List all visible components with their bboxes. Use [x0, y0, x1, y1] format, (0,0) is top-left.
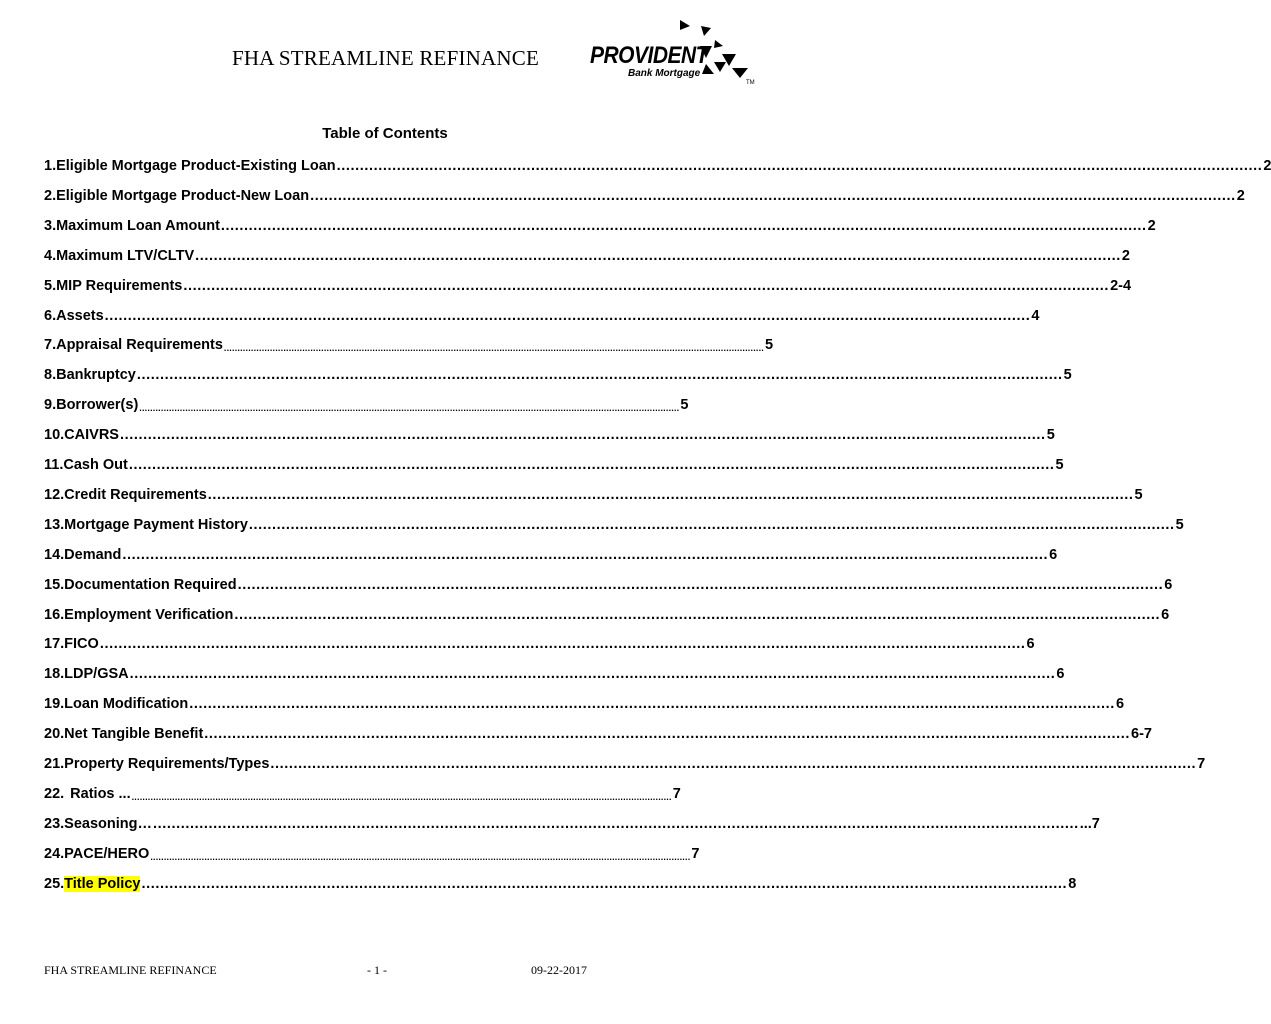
toc-leader-dots: ........................................................................................................................................................................................................: [220, 217, 1147, 234]
toc-entry[interactable]: [44, 720, 1152, 743]
toc-entry[interactable]: [44, 421, 1055, 444]
toc-leader-dots: ........................................................................................................................................................................................................: [204, 726, 1130, 743]
toc-leader-dots: ........................................................................................................................................................................................................: [237, 576, 1164, 593]
toc-leader-dots: ........................................................................................................................................................................................................: [139, 403, 680, 414]
toc-entry-page: 5: [1134, 486, 1143, 503]
toc-entry-number: 10.: [44, 427, 65, 444]
toc-entry-page: 5: [765, 337, 774, 354]
toc-entry[interactable]: [44, 660, 1065, 683]
toc-entry-label: Assets: [56, 307, 104, 324]
toc-entry-label: Seasoning…: [64, 815, 152, 832]
toc-entry-label: Loan Modification: [64, 696, 189, 713]
toc-entry-page: 8: [1068, 875, 1077, 892]
toc-entry-number: 23.: [44, 815, 65, 832]
toc-leader-dots: ........................................................................................................................................................................................................: [183, 277, 1110, 294]
toc-entry-page: 6: [1161, 606, 1170, 623]
toc-entry[interactable]: [44, 242, 1130, 264]
toc-entry-number: 7.: [44, 337, 57, 354]
toc-entry-label: PACE/HERO: [64, 845, 150, 862]
toc-entry-number: 9.: [44, 397, 57, 414]
toc-entry-number: 21.: [44, 756, 65, 772]
toc-entry[interactable]: [44, 331, 774, 354]
toc-entry-number: 2.: [44, 187, 57, 204]
toc-entry-number: 6.: [44, 307, 57, 324]
toc-entry-page: 2: [1121, 247, 1130, 264]
toc-entry-number: 17.: [44, 636, 65, 653]
toc-entry-label: Bankruptcy: [56, 367, 136, 384]
toc-leader-dots: ........................................................................................................................................................................................................: [310, 187, 1236, 204]
toc-entry-page: 5: [1063, 367, 1072, 384]
toc-heading: Table of Contents: [322, 125, 448, 142]
provident-logo: [588, 16, 758, 88]
toc-entry-page: 7: [691, 845, 700, 862]
toc-leader-dots: ........................................................................................................................................................................................................: [195, 247, 1121, 264]
toc-entry-number: 16.: [44, 606, 65, 623]
toc-leader-dots: ........................................................................................................................................................................................................: [234, 606, 1161, 623]
toc-entry-page: 5: [1175, 516, 1184, 533]
toc-entry[interactable]: [44, 780, 681, 802]
toc-entry-page: 2: [1147, 217, 1156, 234]
toc-entry-number: 19.: [44, 696, 65, 713]
toc-entry[interactable]: [44, 182, 1245, 204]
footer-title: FHA STREAMLINE REFINANCE: [44, 963, 217, 977]
toc-entry-label: Eligible Mortgage Product-Existing Loan: [56, 158, 336, 174]
logo-wordmark: PROVIDENT: [590, 42, 709, 69]
toc-leader-dots: ........................................................................................................................................................................................................: [207, 486, 1134, 503]
logo-trademark: TM: [746, 80, 755, 86]
footer-page-number: - 1 -: [367, 963, 387, 977]
toc-leader-dots: ........................................................................................................................................................................................................: [99, 636, 1026, 653]
toc-entry-number: 3.: [44, 217, 57, 234]
toc-entry-page: 6: [1164, 576, 1173, 593]
toc-entry-page: 6-7: [1131, 726, 1152, 743]
toc-leader-dots: ........................................................................................................................................................................................................: [104, 307, 1031, 324]
toc-entry-page: 6: [1056, 666, 1065, 683]
toc-entry-page: 7: [1197, 756, 1206, 772]
toc-entry[interactable]: [44, 152, 1271, 174]
toc-entry-number: 20.: [44, 726, 65, 743]
toc-entry-number: 4.: [44, 247, 57, 264]
toc-entry-label: Documentation Required: [64, 576, 237, 593]
toc-entry-number: 15.: [44, 576, 65, 593]
toc-entry-label: Employment Verification: [64, 606, 234, 623]
toc-leader-dots: ........................................................................................................................................................................................................: [189, 696, 1115, 713]
toc-entry-label: Maximum Loan Amount: [56, 217, 220, 234]
toc-entry[interactable]: [44, 481, 1143, 503]
toc-entry-number: 18.: [44, 666, 65, 683]
toc-entry-number: 8.: [44, 367, 57, 384]
toc-entry[interactable]: [44, 511, 1184, 533]
toc-entry-label: Maximum LTV/CLTV: [56, 247, 195, 264]
toc-entry[interactable]: [44, 302, 1040, 324]
toc-leader-dots: ........................................................................................................................................................................................................: [119, 427, 1046, 444]
toc-entry[interactable]: [44, 541, 1058, 563]
toc-entry[interactable]: [44, 690, 1125, 713]
toc-leader-dots: ........................................................................................................................................................................................................: [131, 791, 672, 802]
toc-entry-number: 12.: [44, 486, 65, 503]
toc-entry-label: Cash Out: [63, 457, 128, 473]
toc-entry-page: 5: [1055, 457, 1064, 473]
document-title: FHA STREAMLINE REFINANCE: [232, 46, 539, 70]
toc-entry-label: Eligible Mortgage Product-New Loan: [56, 187, 310, 204]
toc-entry-page: 7: [672, 785, 681, 802]
toc-entry-label: FICO: [64, 636, 99, 653]
toc-entry-label: LDP/GSA: [64, 666, 129, 683]
toc-entry-page: 5: [1046, 427, 1055, 444]
toc-entry-page: 6: [1026, 636, 1035, 653]
toc-entry-number: 1.: [44, 158, 57, 174]
toc-entry[interactable]: [44, 451, 1064, 473]
toc-leader-dots: ........................................................................................................................................................................................................: [223, 343, 765, 354]
toc-entry-label: CAIVRS: [64, 427, 119, 444]
toc-leader-dots: ........................................................................................................................................................................................................: [336, 158, 1263, 174]
toc-entry-label: MIP Requirements: [56, 277, 183, 294]
toc-entry-number: 13.: [44, 516, 65, 533]
toc-entry-number: 5.: [44, 277, 57, 294]
toc-entry[interactable]: [44, 750, 1206, 772]
toc-entry-page: 2-4: [1110, 277, 1132, 294]
toc-entry-page: 5: [680, 397, 689, 414]
toc-entry-label: Property Requirements/Types: [64, 756, 270, 772]
toc-entry-number: 24.: [44, 845, 65, 862]
toc-leader-dots: ........................................................................................................................................................................................................: [136, 367, 1063, 384]
toc-entry[interactable]: [44, 810, 1100, 832]
toc-leader-dots: ........................................................................................................................................................................................................: [150, 851, 691, 862]
toc-entry-label: Title Policy: [64, 875, 141, 892]
toc-leader-dots: ........................................................................................................................................................................................................: [153, 815, 1079, 832]
toc-entry[interactable]: [44, 870, 1077, 892]
toc-entry-page: 4: [1031, 307, 1040, 324]
toc-entry-label: Mortgage Payment History: [64, 516, 248, 533]
toc-entry-page: 2: [1236, 187, 1245, 204]
toc-entry-number: 11.: [44, 457, 64, 473]
toc-leader-dots: ........................................................................................................................................................................................................: [270, 756, 1197, 772]
toc-entry-page: 6: [1115, 696, 1125, 713]
toc-entry[interactable]: [44, 571, 1173, 593]
toc-entry[interactable]: [44, 391, 689, 414]
toc-entry[interactable]: [44, 630, 1035, 653]
toc-leader-dots: ........................................................................................................................................................................................................: [141, 875, 1068, 892]
toc-entry-label: Ratios ...: [70, 785, 131, 802]
toc-entry-number: 22.: [44, 785, 65, 802]
toc-leader-dots: ........................................................................................................................................................................................................: [122, 546, 1049, 563]
toc-entry[interactable]: [44, 212, 1156, 234]
toc-entry-label: Borrower(s): [56, 397, 139, 414]
toc-entry[interactable]: [44, 601, 1170, 623]
toc-leader-dots: ........................................................................................................................................................................................................: [128, 457, 1055, 473]
toc-entry-page: 6: [1049, 546, 1058, 563]
toc-entry-page: 2: [1263, 158, 1271, 174]
toc-entry-label: Demand: [64, 546, 122, 563]
toc-entry-page: ...7: [1079, 815, 1100, 832]
toc-leader-dots: ........................................................................................................................................................................................................: [129, 666, 1056, 683]
footer-date: 09-22-2017: [531, 963, 587, 977]
toc-entry[interactable]: [44, 272, 1132, 294]
toc-entry-number: 14.: [44, 546, 65, 563]
logo-subtitle: Bank Mortgage: [628, 68, 701, 79]
toc-leader-dots: ........................................................................................................................................................................................................: [248, 516, 1175, 533]
toc-entry-label: Credit Requirements: [64, 486, 207, 503]
toc-entry[interactable]: [44, 361, 1072, 384]
toc-entry-label: Appraisal Requirements: [56, 337, 223, 354]
toc-entry[interactable]: [44, 840, 700, 862]
toc-entry-number: 25.: [44, 875, 65, 892]
toc-entry-label: Net Tangible Benefit: [64, 726, 204, 743]
